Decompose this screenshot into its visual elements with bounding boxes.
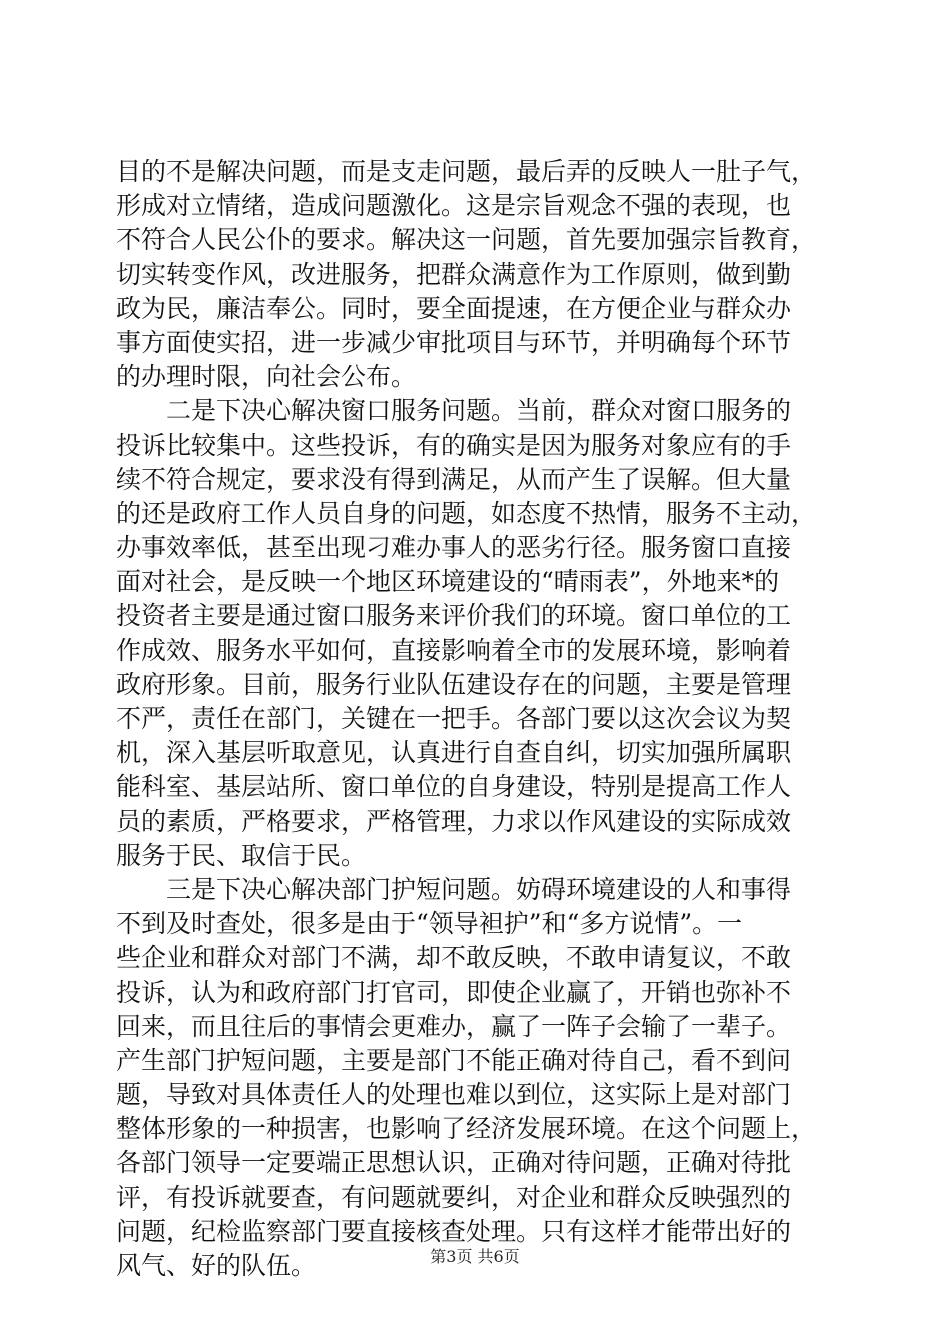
text-line: 问题，纪检监察部门要直接核查处理。只有这样才能带出好的 [116,1216,792,1246]
paragraph-start-line: 三是下决心解决部门护短问题。妨碍环境建设的人和事得 [166,874,792,904]
text-line: 投诉，认为和政府部门打官司，即使企业赢了，开销也弥补不 [116,977,792,1007]
text-line: 风气、好的队伍。 [116,1251,317,1280]
text-line: 的办理时限，向社会公布。 [116,362,417,392]
text-line: 作成效、服务水平如何，直接影响着全市的发展环境，影响着 [116,635,792,665]
text-line: 政为民，廉洁奉公。同时，要全面提速，在方便企业与群众办 [116,293,792,323]
text-line: 的还是政府工作人员自身的问题，如态度不热情，服务不主动， [116,498,817,528]
text-line: 员的素质，严格要求，严格管理，力求以作风建设的实际成效 [116,806,792,836]
text-line: 回来，而且往后的事情会更难办，赢了一阵子会输了一辈子。 [116,1011,792,1041]
page-number-footer: 第3页 共6页 [430,1247,520,1266]
text-line: 续不符合规定，要求没有得到满足，从而产生了误解。但大量 [116,464,792,494]
text-line: 产生部门护短问题，主要是部门不能正确对待自己，看不到问 [116,1045,792,1075]
text-line: 事方面使实招，进一步减少审批项目与环节，并明确每个环节 [116,327,792,357]
text-line: 整体形象的一种损害，也影响了经济发展环境。在这个问题上， [116,1114,817,1144]
text-line: 些企业和群众对部门不满，却不敢反映，不敢申请复议，不敢 [116,943,792,973]
document-body [116,155,856,1283]
paragraph-start-line: 二是下决心解决窗口服务问题。当前，群众对窗口服务的 [166,396,792,426]
text-line: 目的不是解决问题，而是支走问题，最后弄的反映人一肚子气， [116,157,817,186]
text-line: 形成对立情绪，造成问题激化。这是宗旨观念不强的表现，也 [116,191,792,221]
text-line: 能科室、基层站所、窗口单位的自身建设，特别是提高工作人 [116,772,792,802]
text-line: 各部门领导一定要端正思想认识，正确对待问题，正确对待批 [116,1148,792,1178]
text-line: 不符合人民公仆的要求。解决这一问题，首先要加强宗旨教育， [116,225,817,255]
text-line: 切实转变作风，改进服务，把群众满意作为工作原则，做到勤 [116,259,792,289]
text-line: 投诉比较集中。这些投诉，有的确实是因为服务对象应有的手 [116,430,792,460]
text-line: 服务于民、取信于民。 [116,840,367,870]
text-line: 题，导致对具体责任人的处理也难以到位，这实际上是对部门 [116,1080,792,1110]
text-line: 政府形象。目前，服务行业队伍建设存在的问题，主要是管理 [116,669,792,699]
text-line: 机，深入基层听取意见，认真进行自查自纠，切实加强所属职 [116,738,792,768]
text-line: 面对社会，是反映一个地区环境建设的“晴雨表”，外地来*的 [116,567,780,597]
text-line: 不严，责任在部门，关键在一把手。各部门要以这次会议为契 [116,704,792,733]
text-line: 办事效率低，甚至出现刁难办事人的恶劣行径。服务窗口直接 [116,533,792,563]
text-line: 不到及时查处，很多是由于“领导袒护”和“多方说情”。一 [116,909,743,939]
text-line: 投资者主要是通过窗口服务来评价我们的环境。窗口单位的工 [116,601,792,631]
text-line: 评，有投诉就要查，有问题就要纠，对企业和群众反映强烈的 [116,1182,792,1212]
